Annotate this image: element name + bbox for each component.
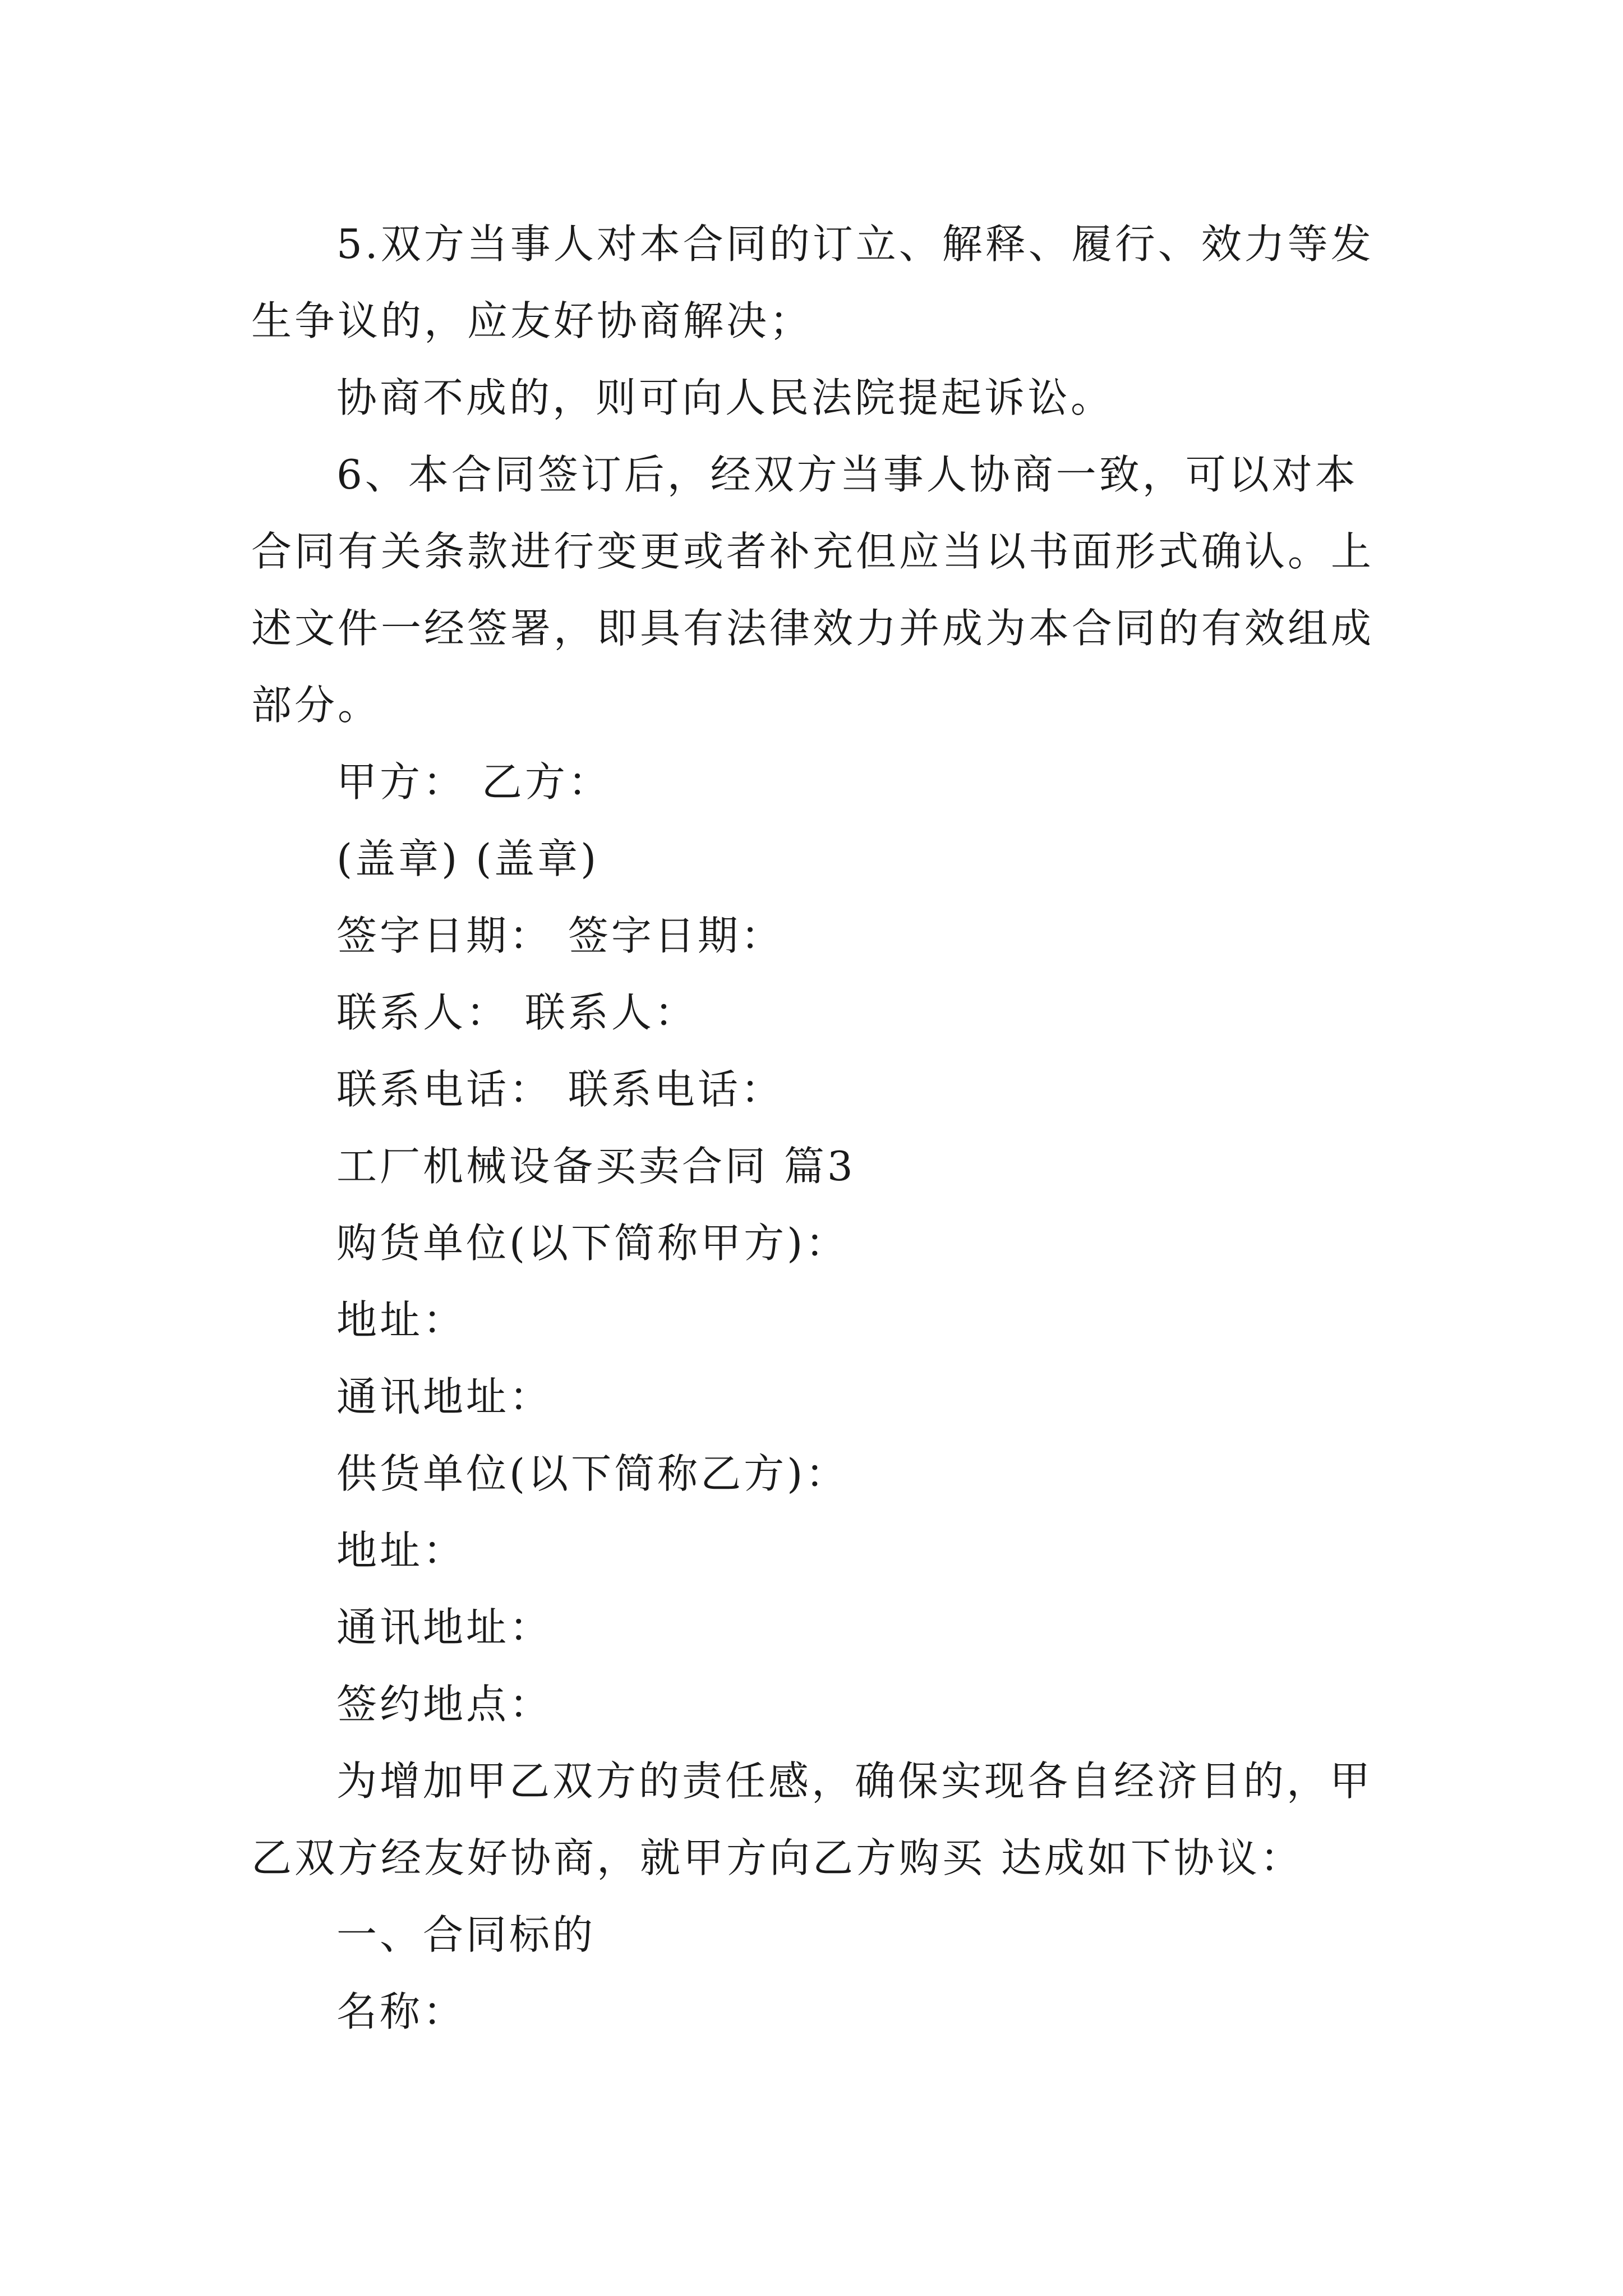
paragraph-line: 6、本合同签订后，经双方当事人协商一致，可以对本 [336, 451, 1358, 498]
paragraph-line: 乙双方经友好协商，就甲方向乙方购买 达成如下协议： [251, 1834, 1303, 1881]
paragraph-line: 合同有关条款进行变更或者补充但应当以书面形式确认。上 [251, 528, 1375, 575]
buyer-label: 购货单位(以下简称甲方)： [336, 1220, 849, 1267]
paragraph-line: 协商不成的，则可向人民法院提起诉讼。 [336, 374, 1114, 421]
signing-place-label: 签约地点： [336, 1681, 553, 1728]
paragraph-line: 部分。 [251, 682, 381, 729]
paragraph-line: 5.双方当事人对本合同的订立、解释、履行、效力等发 [336, 220, 1374, 268]
clause-heading: 一、合同标的 [336, 1911, 596, 1958]
seller-label: 供货单位(以下简称乙方)： [336, 1450, 849, 1497]
contact-labels: 联系人： 联系人： [336, 989, 698, 1036]
party-labels: 甲方： 乙方： [336, 758, 611, 806]
seal-labels: (盖章) (盖章) [336, 835, 600, 882]
section-heading: 工厂机械设备买卖合同 篇3 [336, 1143, 856, 1190]
paragraph-line: 生争议的，应友好协商解决； [251, 297, 813, 344]
paragraph-line: 述文件一经签署，即具有法律效力并成为本合同的有效组成 [251, 605, 1375, 652]
name-label: 名称： [336, 1988, 467, 2035]
mailing-address-label: 通讯地址： [336, 1604, 553, 1651]
mailing-address-label: 通讯地址： [336, 1373, 553, 1420]
paragraph-line: 为增加甲乙双方的责任感，确保实现各自经济目的，甲 [336, 1757, 1373, 1805]
address-label: 地址： [336, 1527, 467, 1574]
address-label: 地址： [336, 1296, 467, 1343]
phone-labels: 联系电话： 联系电话： [336, 1066, 784, 1113]
sign-date-labels: 签字日期： 签字日期： [336, 912, 784, 959]
